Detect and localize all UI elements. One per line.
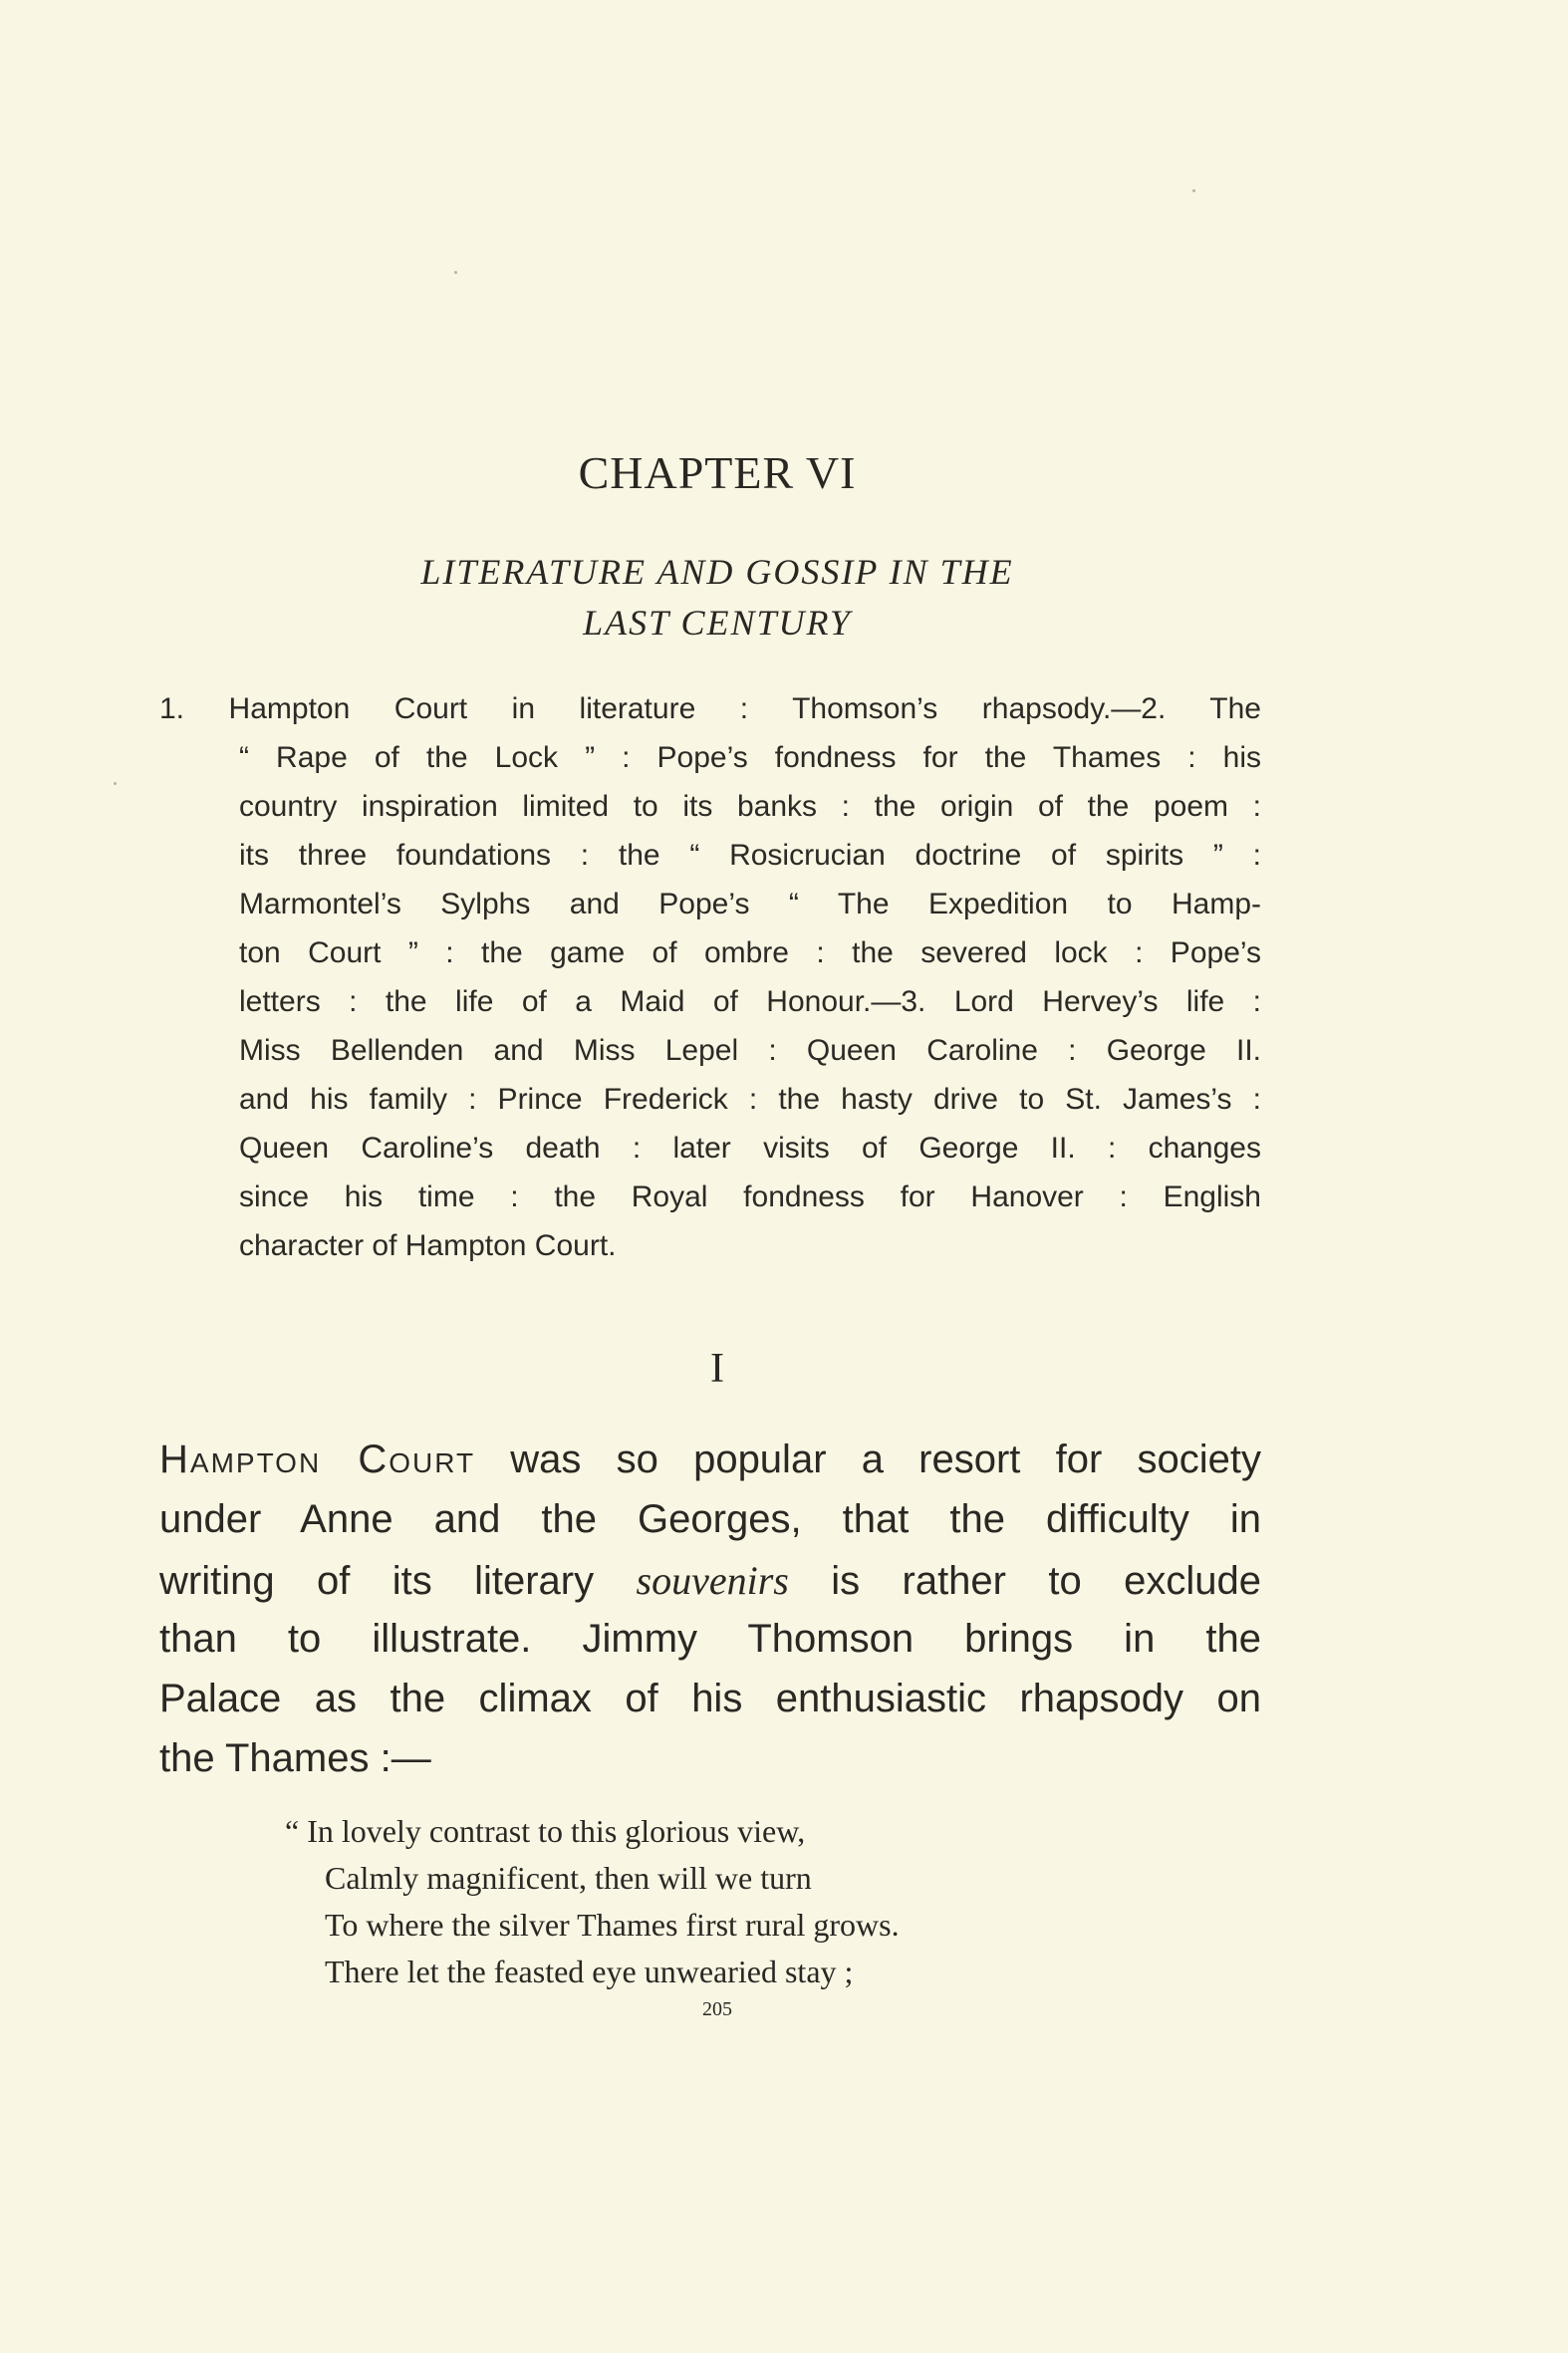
paper-speck (1192, 189, 1195, 192)
summary-line: Marmontel’s Sylphs and Pope’s “ The Expedition to Hamp- (239, 888, 1261, 920)
summary-line: its three foundations : the “ Rosicrucian doctrine of spirits ” : (239, 839, 1261, 872)
summary-line: country inspiration limited to its banks : the origin of the poem : (239, 790, 1261, 823)
italic-word: souvenirs (636, 1558, 789, 1603)
page-number: 205 (702, 1998, 732, 2020)
summary-line: letters : the life of a Maid of Honour.—3. Lord Hervey’s life : (239, 985, 1261, 1018)
summary-line: since his time : the Royal fondness for Hanover : English (239, 1180, 1261, 1213)
summary-line: and his family : Prince Frederick : the hasty drive to St. James’s : (239, 1083, 1261, 1116)
verse-line: “ In lovely contrast to this glorious view, (285, 1813, 806, 1849)
body-line-3 (159, 1557, 1261, 1604)
paper-speck (454, 271, 457, 274)
body-line-4: than to illustrate. Jimmy Thomson brings in the (159, 1617, 1261, 1661)
section-number: I (710, 1346, 724, 1392)
smallcaps-opening: Hampton Court (159, 1438, 476, 1481)
body-line-1 (159, 1438, 1261, 1482)
body-line-2: under Anne and the Georges, that the difficulty in (159, 1497, 1261, 1541)
summary-line: “ Rape of the Lock ” : Pope’s fondness for the Thames : his (239, 741, 1261, 774)
chapter-title: CHAPTER VI (578, 447, 857, 498)
chapter-subtitle-line-2: LAST CENTURY (583, 603, 852, 643)
body-line-5: Palace as the climax of his enthusiastic rhapsody on (159, 1677, 1261, 1720)
summary-line: 1. Hampton Court in literature : Thomson’s rhapsody.—2. The (159, 692, 1261, 725)
summary-line: Queen Caroline’s death : later visits of George II. : changes (239, 1132, 1261, 1165)
summary-line: character of Hampton Court. (239, 1229, 617, 1262)
verse-line: Calmly magnificent, then will we turn (325, 1860, 812, 1896)
body-line-6: the Thames :— (159, 1736, 431, 1780)
paper-speck (114, 782, 117, 785)
summary-line: Miss Bellenden and Miss Lepel : Queen Caroline : George II. (239, 1034, 1261, 1067)
body-text: was so popular a resort for society (475, 1438, 1261, 1481)
chapter-subtitle-line-1: LITERATURE AND GOSSIP IN THE (420, 552, 1014, 592)
body-text: writing of its literary (159, 1559, 637, 1603)
verse-line: There let the feasted eye unwearied stay ; (325, 1954, 854, 1989)
body-text: is rather to exclude (788, 1559, 1261, 1603)
verse-line: To where the silver Thames first rural grows. (325, 1907, 900, 1943)
summary-line: ton Court ” : the game of ombre : the severed lock : Pope’s (239, 936, 1261, 969)
